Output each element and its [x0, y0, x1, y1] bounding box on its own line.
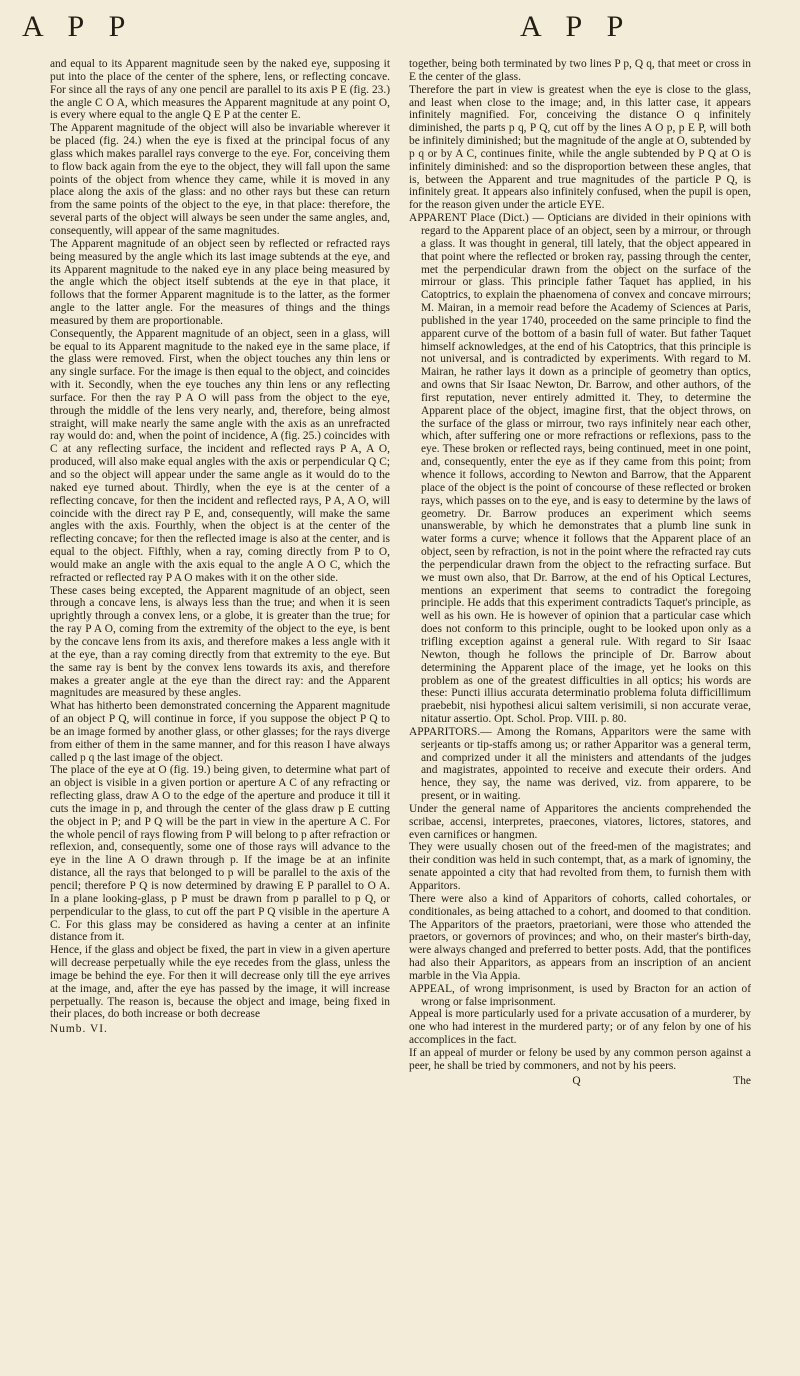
paragraph: These cases being excepted, the Apparent magnitude of an object, seen through a concave lens, is always less than the true; and when it is seen uprightly through a convex lens, or a globe, it is greater than the true; for the ray P A O, coming from the extremity of the object to the eye, is bent by the concave lens from its axis, and therefore makes a less angle with it at the eye, than a ray coming directly from that extremity to the eye. But the same ray is bent by the convex lens towards its axis, and therefore makes a greater angle at the eye than the direct ray: and the Apparent magnitudes are measured by these angles. — [50, 584, 390, 700]
paragraph: Under the general name of Apparitores the ancients comprehended the scribae, accensi, interpretes, praecones, viatores, lictores, statores, and even carnifices or hangmen. — [409, 802, 751, 841]
paragraph: Consequently, the Apparent magnitude of an object, seen in a glass, will be equal to its Apparent magnitude to the naked eye in the same place, if the glass were removed. First, when the object touches any thin lens or any single surface. For the image is then equal to the object, and coincides with it. Secondly, when the eye touches any thin lens or any reflecting surface. For then the ray P A O will pass from the object to the eye, through the middle of the lens very nearly, and, therefore, being almost straight, will make nearly the same angle with the axis as an unrefracted ray would do: and, when the point of incidence, A (fig. 25.) coincides with C at any reflecting surface, the incident and reflected rays P A, A O, produced, will also make equal angles with the axis or perpendicular Q C; and so the object will appear under the same angle as it would do to the naked eye turned about. Thirdly, when the eye is at the center of a reflecting concave, for then the incident and reflected rays, P A, A O, will coincide with the direct ray P E, and, consequently, will make the same angles with the axis. Fourthly, when the object is at the center of the reflecting concave; for then the reflected image is also at the center, and is equal to the object. Fifthly, when a ray, coming directly from P to O, would make an angle with the axis equal to the angle A O C, which the refracted or reflected ray P A O makes with it on the other side. — [50, 327, 390, 584]
paragraph: The place of the eye at O (fig. 19.) being given, to determine what part of an object is visible in a given portion or aperture A C of any refracting or reflecting glass, draw A O to the edge of the aperture and produce it till it cuts the image in p, and through the center of the glass draw p E cutting the object in P; and P Q will be the part in view in the aperture A C. For the whole pencil of rays flowing from P will belong to p after refraction or reflexion, and, consequently, some one of those rays will advance to the eye in the line A O drawn through p. If the image be at an infinite distance, all the rays that belonged to p will be parallel to the axis of the pencil; therefore P Q is now determined by drawing E P parallel to O A. In a plane looking-glass, p P must be drawn from p parallel to p Q, or perpendicular to the glass, to cut off the part P Q visible in the aperture A C. For this glass may be considered as having a center at an infinite distance from it. — [50, 764, 390, 944]
paragraph: What has hitherto been demonstrated concerning the Apparent magnitude of an object P Q, will continue in force, if you suppose the object P Q to be an image formed by another glass, or other glasses; for the rays diverge from either of them in the same manner, and for this reason I have always called p q the last image of the object. — [50, 700, 390, 764]
left-column — [50, 58, 390, 1358]
paragraph: and equal to its Apparent magnitude seen by the naked eye, supposing it put into the place of the center of the sphere, lens, or reflecting concave. For since all the rays of any one pencil are parallel to its axis P E (fig. 23.) the angle C O A, which measures the Apparent magnitude at any point O, is every where equal to the angle Q E P at the center E. — [50, 58, 390, 122]
running-head-left: A P P — [22, 10, 135, 43]
right-column — [409, 58, 751, 1358]
running-head-right: A P P — [520, 10, 633, 43]
paragraph: If an appeal of murder or felony be used by any common person against a peer, he shall be tried by commoners, and not by his peers. — [409, 1046, 751, 1072]
paragraph: Appeal is more particularly used for a private accusation of a murderer, by one who had interest in the murdered party; or of any felon by one of his accomplices in the fact. — [409, 1008, 751, 1047]
signature: Numb. VI. — [50, 1023, 108, 1036]
paragraph: The Apparent magnitude of the object will also be invariable wherever it be placed (fig. 24.) when the eye is fixed at the principal focus of any glass which makes parallel rays converge to the eye. For, conceiving them to flow back again from the eye to the object, they will fall upon the same points of the object from whence they came, while it is moved in any place along the axis of the glass: and no other rays but these can return from the same points of the object to the eye, in that place: therefore, the several parts of the object will always be seen under the same angles, and, consequently, will appear of the same magnitudes. — [50, 122, 390, 237]
entry-apparent-place: APPARENT Place (Dict.) — Opticians are divided in their opinions with regard to the Apparent place of an object, seen by a mirrour, or through a glass. It was thought in general, till lately, that the object appeared in that point where the reflected or broken ray, passing through the center, met the perpendicular drawn from the object on the surface of the mirrour or glass. This principle father Taquet has applied, in his Catoptrics, to explain the phaenomena of convex and concave mirrours; M. Mairan, in a memoir read before the Academy of Sciences at Paris, published in the year 1740, proceeded on the same principle to find the apparent curve of the bottom of a basin full of water. But father Taquet himself acknowledges, at the end of his Catoptrics, that this principle is not universal, and is contradicted by experiments. With regard to M. Mairan, he rather lays it down as a principle of geometry than optics, and owns that Sir Isaac Newton, Dr. Barrow, and other authors, of the first reputation, never entirely admitted it. They, to determine the Apparent place of the object, imagine first, that the object throws, on the surface of the glass or mirrour, two rays infinitely near each other, which, after suffering one or more refractions or reflexions, pass to the eye. These broken or reflected rays, being continued, meet in one point, and, consequently, enter the eye as if they came from this point; from whence it follows, according to Newton and Barrow, that the Apparent place of the object is the point of concourse of these reflected or broken rays, which passes on to the eye, and is easy to determine by the laws of geometry. Dr. Barrow produces an experiment which seems unanswerable, by which he demonstrates that a plumb line sunk in water forms a curve; whence it follows that the Apparent place of an object, seen by refraction, is not in the point where the refracted ray cuts the perpendicular drawn from the object to the refracting surface. But we must own also, that Dr. Barrow, at the end of his Optical Lectures, mentions an experiment that seems to contradict the foregoing principle. He adds that this experiment contradicts Taquet's principle, as well as his own. He is however of opinion that a particular case which does not conform to this principle, ought to be looked upon only as a trifling exception against a general rule. With regard to Sir Isaac Newton, though he follows the principle of Dr. Barrow about determining the Apparent place of the image, yet he looks on this problem as one of the greatest difficulties in all optics; his words are these: Puncti illius accurata determinatio problema foluta difficillimum praebebit, nisi hypothesi alicui saltem verisimili, si non accurate verae, nitatur assertio. Opt. Schol. Prop. VIII. p. 80. — [409, 212, 751, 726]
signature-mark: Q — [572, 1074, 581, 1087]
entry-apparitors: APPARITORS.— Among the Romans, Apparitors were the same with serjeants or tip-staffs among us; or rather Apparitor was a general term, and comprized under it all the ministers and attendants of the judges and magistrates, appointed to receive and execute their orders. And hence, they say, the name was derived, viz. from apparere, to be present, or in waiting. — [409, 725, 751, 803]
paragraph: Hence, if the glass and object be fixed, the part in view in a given aperture will decrease perpetually while the eye recedes from the glass, unless the image be behind the eye. For then it will decrease only till the eye arrives at the image, and, after the eye has passed by the image, it will increase perpetually. The reason is, because the object and image, being fixed in their places, do both increase or both decrease — [50, 944, 390, 1021]
entry-appeal: APPEAL, of wrong imprisonment, is used by Bracton for an action of wrong or false imprisonment. — [409, 982, 751, 1008]
catchword: The — [733, 1074, 751, 1087]
paragraph: together, being both terminated by two lines P p, Q q, that meet or cross in E the center of the glass. — [409, 58, 751, 83]
paragraph: The Apparent magnitude of an object seen by reflected or refracted rays being measured by the angle which its last image subtends at the eye, and its Apparent magnitude to the naked eye in any place being measured by the angle which the object itself subtends at the eye in that place, it follows that the former Apparent magnitude is to the latter, as the former angle to the latter angle. For the measures of things and the things measured by them are proportionable. — [50, 237, 390, 327]
paragraph: Therefore the part in view is greatest when the eye is close to the glass, and least when close to the image; and, in this latter case, it appears infinitely magnified. For, conceiving the distance O q infinitely diminished, the parts p q, P Q, cut off by the lines A O p, p E P, will both be infinitely diminished; but the magnitude of the angle at O, subtended by p q or by A C, continues finite, while the angle subtended by P Q at O is infinitely diminished: and so the disproportion between these angles, that is, between the Apparent and true magnitudes of the particle P Q, is infinitely great. It appears also infinitely confused, when the pupil is open, for the reason given under the article EYE. — [409, 83, 751, 212]
paragraph: They were usually chosen out of the freed-men of the magistrates; and their condition was held in such contempt, that, as a mark of ignominy, the senate appointed a city that had revolted from them, to furnish them with Apparitors. — [409, 841, 751, 892]
paragraph: There were also a kind of Apparitors of cohorts, called cohortales, or conditionales, as being attached to a cohort, and doomed to that condition. The Apparitors of the praetors, praetoriani, were those who attended the praetors, or governors of provinces; and who, on their master's birth-day, were always changed and preferred to better posts. Add, that the pontifices had also their Apparitors, as appears from an inscription of an ancient marble in the Via Appia. — [409, 892, 751, 982]
running-head — [0, 10, 800, 60]
catchword-line — [409, 1075, 751, 1088]
